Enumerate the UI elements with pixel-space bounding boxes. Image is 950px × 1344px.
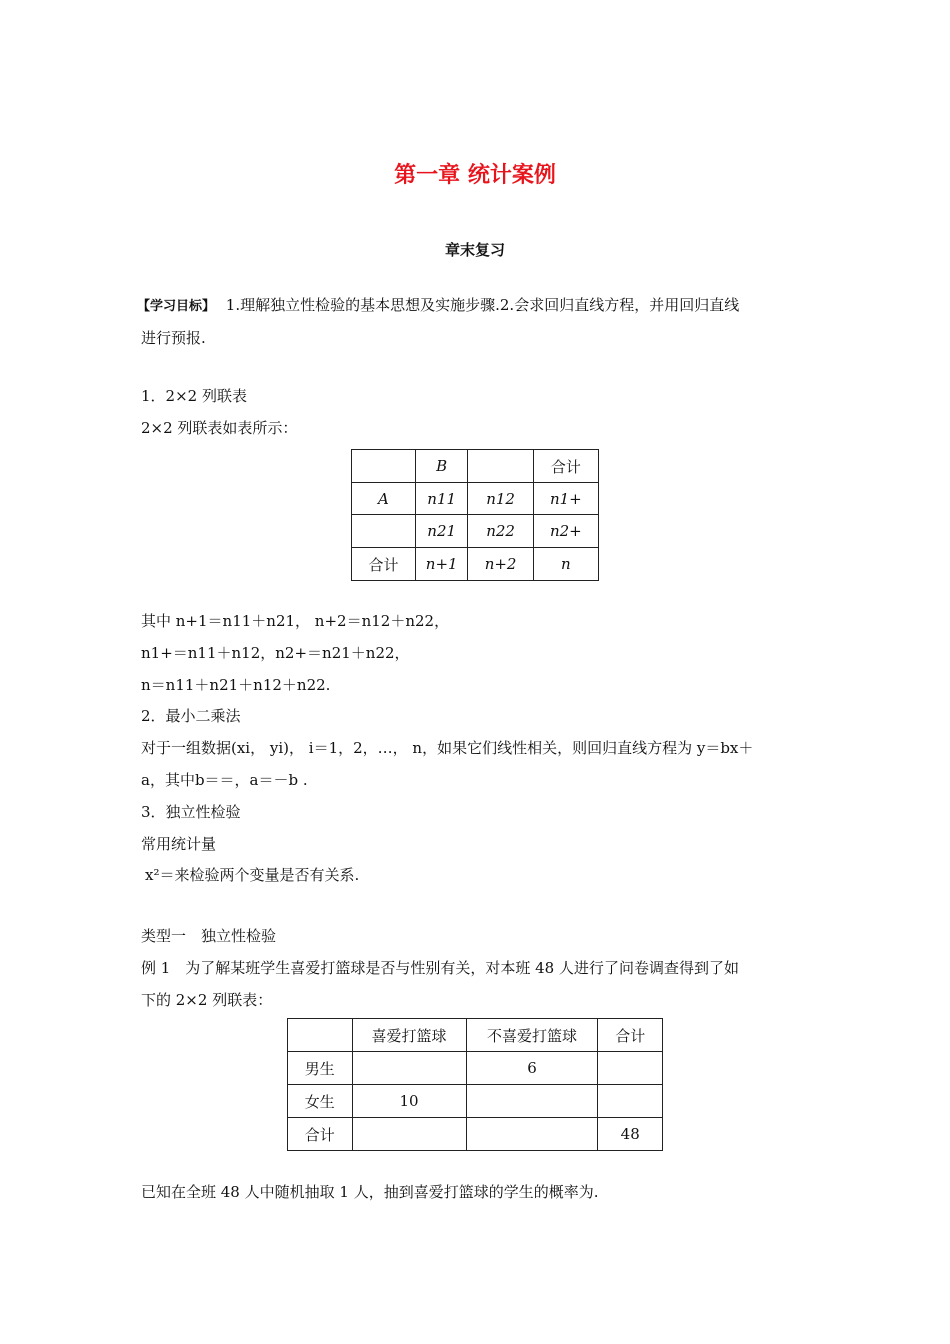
table-header-cell: 合计 [598,1019,663,1052]
table-cell: 6 [466,1052,598,1085]
section-1-heading: 1．2×2 列联表 [141,387,247,405]
contingency-table-general [351,449,599,581]
table-cell: B [415,450,468,483]
basketball-contingency-table [287,1018,663,1151]
table-cell: 10 [352,1085,466,1118]
table-cell: n1+ [533,483,598,515]
table-header-cell: 不喜爱打篮球 [466,1019,598,1052]
table-cell: 合计 [352,548,416,581]
table-header-cell: 喜爱打篮球 [352,1019,466,1052]
table-cell: 48 [598,1118,663,1151]
table-cell: n+2 [468,548,533,581]
table-cell: n+1 [415,548,468,581]
section-2-line-1: 对于一组数据(xi， yi)， i＝1，2，…， n，如果它们线性相关，则回归直线方程为 y＝bx＋ [141,739,754,757]
table-cell [352,1118,466,1151]
table-cell: n22 [468,515,533,548]
example-1-after-table: 已知在全班 48 人中随机抽取 1 人，抽到喜爱打篮球的学生的概率为. [141,1183,599,1201]
page-title: 第一章 统计案例 [394,163,556,188]
table-cell: n11 [415,483,468,515]
table-cell [468,450,533,483]
table-cell: n21 [415,515,468,548]
table-cell: 女生 [288,1085,353,1118]
table-cell: n12 [468,483,533,515]
table-cell [466,1085,598,1118]
section-3-line-1: 常用统计量 [141,835,217,853]
table-cell: n2+ [533,515,598,548]
page-subtitle: 章末复习 [444,241,505,259]
example-1-line-2: 下的 2×2 列联表： [141,991,273,1009]
table-cell: n [533,548,598,581]
objective-line-2: 进行预报. [141,329,206,347]
type-1-heading: 类型一 独立性检验 [141,927,277,945]
table-cell [352,450,416,483]
table-cell: 合计 [533,450,598,483]
objective-tag: 【学习目标】 [137,299,216,314]
section-2-line-2: a，其中b＝＝，a＝－b . [141,771,308,789]
formula-line-3: n＝n11＋n21＋n12＋n22. [141,676,331,694]
table-cell: A [352,483,416,515]
example-1-line-1: 例 1 为了解某班学生喜爱打篮球是否与性别有关，对本班 48 人进行了问卷调查得到了如 [141,959,739,977]
table-cell [598,1052,663,1085]
table-cell: 合计 [288,1118,353,1151]
objective-line-1: 1.理解独立性检验的基本思想及实施步骤.2.会求回归直线方程，并用回归直线 [225,296,740,314]
table-cell [466,1118,598,1151]
section-2-heading: 2．最小二乘法 [141,707,241,725]
table-header-cell [288,1019,353,1052]
section-1-intro: 2×2 列联表如表所示： [141,419,298,437]
learning-objective [137,295,739,317]
table-cell [352,515,416,548]
section-3-line-2: x²＝来检验两个变量是否有关系. [145,866,360,884]
section-3-heading: 3．独立性检验 [141,803,241,821]
formula-line-1: 其中 n+1＝n11＋n21， n+2＝n12＋n22， [141,612,450,630]
table-cell: 男生 [288,1052,353,1085]
table-cell [352,1052,466,1085]
formula-line-2: n1+＝n11＋n12，n2+＝n21＋n22， [141,644,410,662]
table-cell [598,1085,663,1118]
